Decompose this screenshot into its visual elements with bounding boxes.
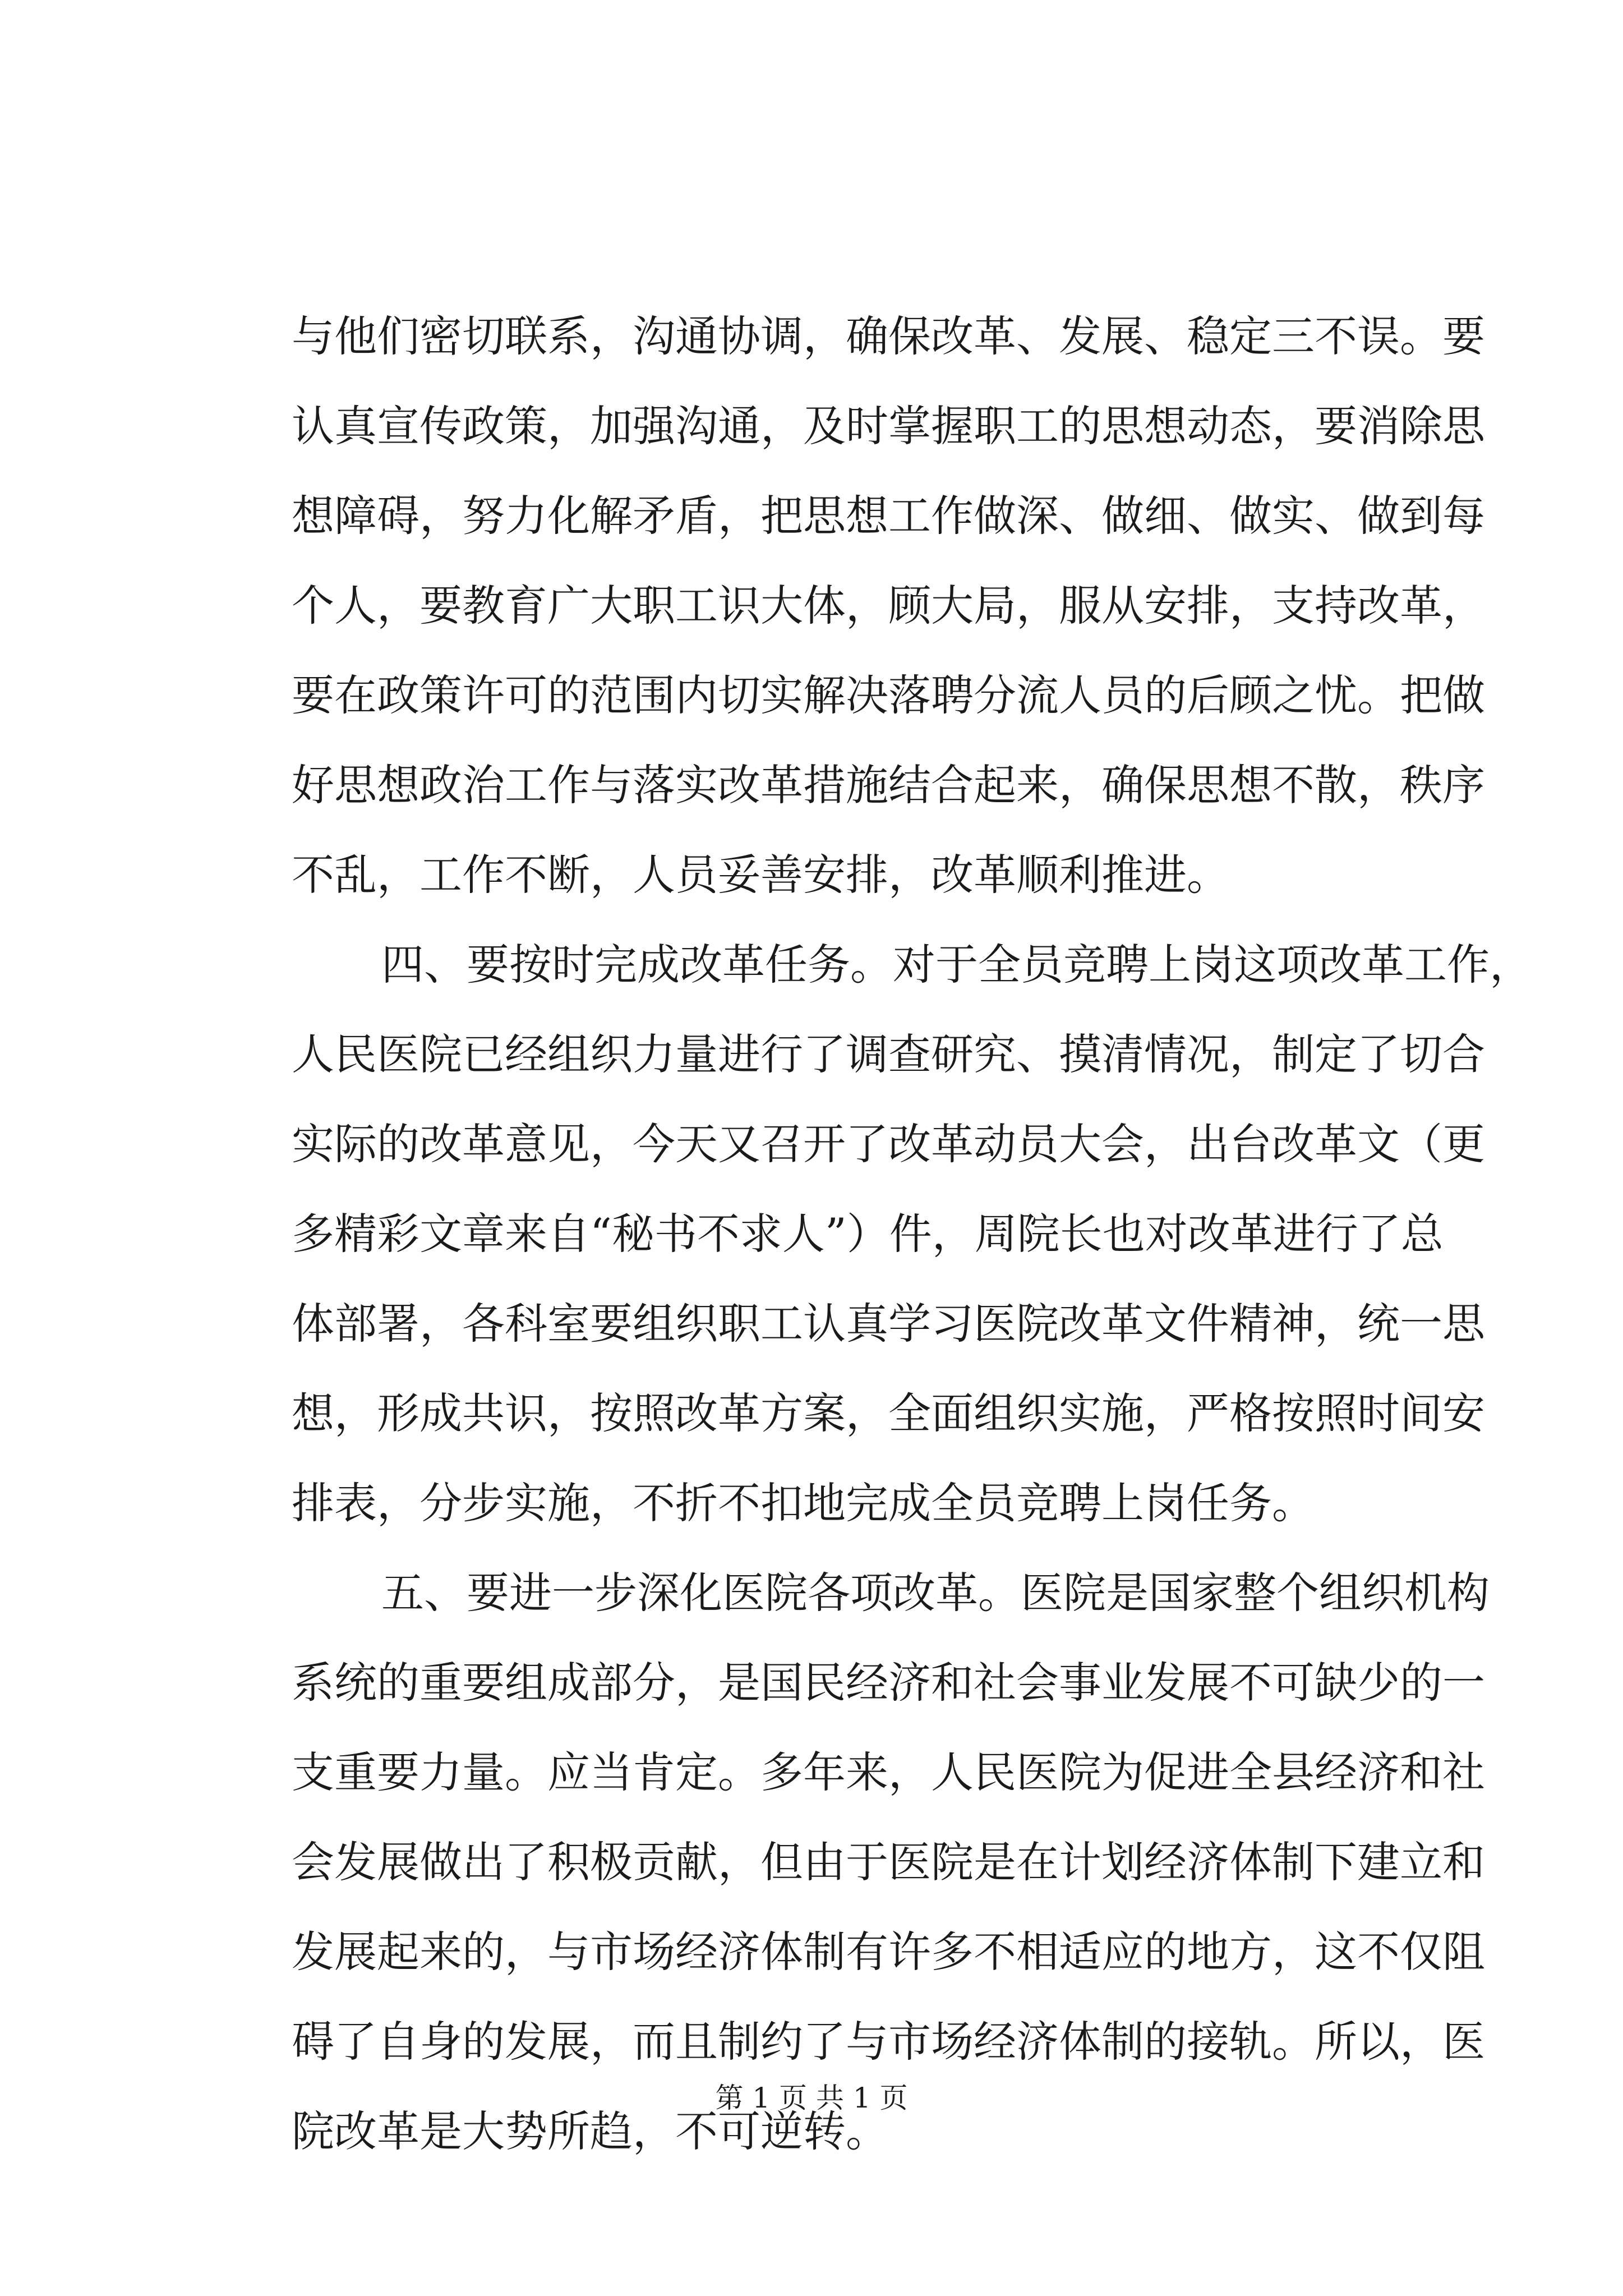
text-line: 想，形成共识，按照改革方案，全面组织实施，严格按照时间安 <box>292 1388 1485 1438</box>
paragraph-start-line: 四、要按时完成改革任务。对于全员竞聘上岗这项改革工作， <box>381 940 1532 990</box>
paragraph-start-line: 五、要进一步深化医院各项改革。医院是国家整个组织机构 <box>381 1568 1490 1618</box>
text-line: 个人，要教育广大职工识大体，顾大局，服从安排，支持改革， <box>292 581 1485 631</box>
text-line: 会发展做出了积极贡献，但由于医院是在计划经济体制下建立和 <box>292 1837 1485 1887</box>
text-line: 不乱，工作不断，人员妥善安排，改革顺利推进。 <box>292 850 1229 900</box>
text-line: 排表，分步实施，不折不扣地完成全员竞聘上岗任务。 <box>292 1478 1315 1528</box>
text-line: 好思想政治工作与落实改革措施结合起来，确保思想不散，秩序 <box>292 760 1485 810</box>
text-line: 人民医院已经组织力量进行了调查研究、摸清情况，制定了切合 <box>292 1029 1485 1079</box>
text-line: 想障碍，努力化解矛盾，把思想工作做深、做细、做实、做到每 <box>292 491 1485 541</box>
text-line: 支重要力量。应当肯定。多年来，人民医院为促进全县经济和社 <box>292 1747 1485 1797</box>
text-line: 发展起来的，与市场经济体制有许多不相适应的地方，这不仅阻 <box>292 1927 1485 1977</box>
text-line: 体部署，各科室要组织职工认真学习医院改革文件精神，统一思 <box>292 1299 1485 1349</box>
text-line: 认真宣传政策，加强沟通，及时掌握职工的思想动态，要消除思 <box>292 401 1485 451</box>
page-footer: 第 1 页 共 1 页 <box>715 2082 908 2114</box>
document-body <box>292 292 1532 2177</box>
text-line: 系统的重要组成部分，是国民经济和社会事业发展不可缺少的一 <box>292 1658 1485 1708</box>
text-line: 院改革是大势所趋，不可逆转。 <box>292 2106 888 2156</box>
text-line: 实际的改革意见，今天又召开了改革动员大会，出台改革文（更 <box>292 1119 1485 1169</box>
text-line: 多精彩文章来自“秘书不求人”）件，周院长也对改革进行了总 <box>292 1209 1444 1259</box>
text-line: 要在政策许可的范围内切实解决落聘分流人员的后顾之忧。把做 <box>292 670 1485 720</box>
text-line: 与他们密切联系，沟通协调，确保改革、发展、稳定三不误。要 <box>292 311 1485 361</box>
text-line: 碍了自身的发展，而且制约了与市场经济体制的接轨。所以，医 <box>292 2017 1485 2067</box>
